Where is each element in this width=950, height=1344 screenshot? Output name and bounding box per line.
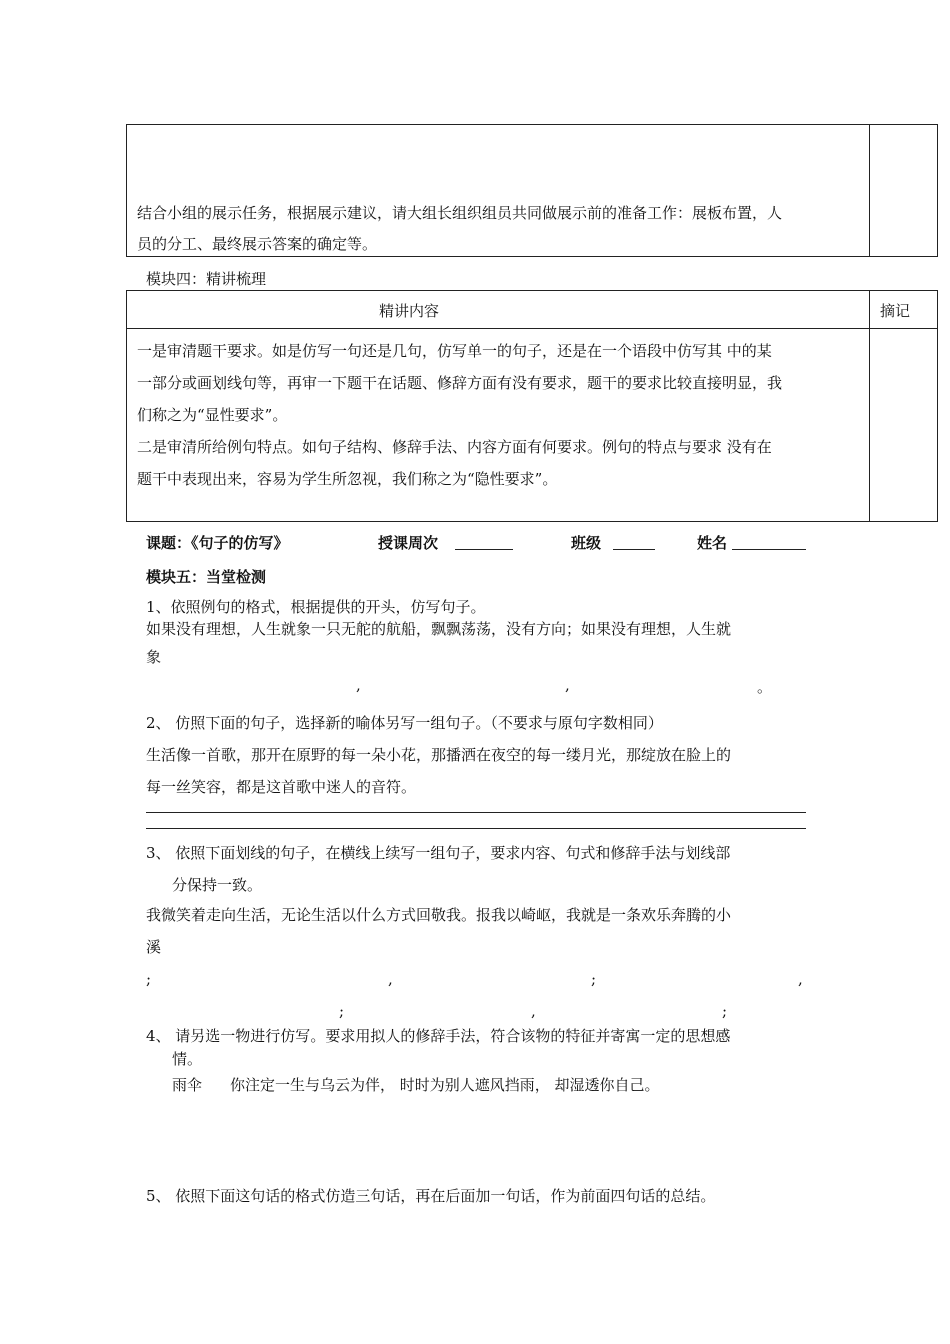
module4-header-notes: 摘记 [880,302,911,320]
q2-prompt: 2、 仿照下面的句子，选择新的喻体另写一组句子。（不要求与原句字数相同） [146,714,663,732]
name-label: 姓名 [697,534,728,552]
module4-column-divider [869,290,870,522]
q3-row2-punct-1: ; [339,1002,345,1020]
module4-line-2: 一部分或画划线句等，再审一下题干在话题、修辞方面有没有要求，题干的要求比较直接明显，我 [137,374,783,392]
module4-line-1: 一是审清题干要求。如是仿写一句还是几句，仿写单一的句子，还是在一个语段中仿写其 中的某 [137,342,772,360]
q4-prompt-line-1: 4、 请另选一物进行仿写。要求用拟人的修辞手法，符合该物的特征并寄寓一定的思想感 [146,1027,731,1045]
q1-text-line-2: 象 [146,648,162,666]
name-blank[interactable] [732,549,806,550]
module4-line-5: 题干中表现出来，容易为学生所忽视，我们称之为“隐性要求”。 [137,470,558,488]
q2-answer-line-1[interactable] [146,812,806,813]
q1-text-line-1: 如果没有理想，人生就象一只无舵的航船，飘飘荡荡，没有方向；如果没有理想，人生就 [146,620,732,638]
module4-line-3: 们称之为“显性要求”。 [137,406,288,424]
module4-title: 模块四：精讲梳理 [146,270,267,288]
q3-row1-punct-4: , [798,970,803,988]
top-table-divider [869,124,870,257]
q1-punct-2: , [565,676,570,694]
module4-header-divider [126,328,938,329]
q3-row1-punct-3: ; [591,970,597,988]
week-blank[interactable] [455,549,513,550]
q3-row1-punct-1: ; [146,970,152,988]
q2-text-line-2: 每一丝笑容，都是这首歌中迷人的音符。 [146,778,417,796]
top-table-line-1: 结合小组的展示任务，根据展示建议，请大组长组织组员共同做展示前的准备工作：展板布置，人 [137,204,783,222]
q3-row2-punct-2: , [531,1002,536,1020]
q4-prompt-line-2: 情。 [172,1050,203,1068]
q4-example-text: 你注定一生与乌云为伴， 时时为别人遮风挡雨， 却湿透你自己。 [230,1076,660,1094]
q4-example-word: 雨伞 [172,1076,203,1094]
q3-prompt-line-1: 3、 依照下面划线的句子，在横线上续写一组句子，要求内容、句式和修辞手法与划线部 [146,844,731,862]
top-table-line-2: 员的分工、最终展示答案的确定等。 [137,235,378,253]
class-blank[interactable] [613,549,655,550]
week-label: 授课周次 [378,534,439,552]
q2-answer-line-2[interactable] [146,828,806,829]
q3-row2-punct-3: ; [722,1002,728,1020]
module4-line-4: 二是审清所给例句特点。如句子结构、修辞手法、内容方面有何要求。例句的特点与要求 没有在 [137,438,772,456]
q3-prompt-line-2: 分保持一致。 [172,876,263,894]
q1-punct-3: 。 [757,678,773,696]
module4-header-content: 精讲内容 [379,302,440,320]
q3-text-line-2: 溪 [146,938,162,956]
q1-prompt: 1、依照例句的格式，根据提供的开头，仿写句子。 [146,598,486,616]
module5-title: 模块五：当堂检测 [146,568,267,586]
q3-row1-punct-2: , [388,970,393,988]
q1-punct-1: , [356,676,361,694]
class-label: 班级 [571,534,602,552]
q3-text-line-1: 我微笑着走向生活，无论生活以什么方式回敬我。报我以崎岖，我就是一条欢乐奔腾的小 [146,906,732,924]
lesson-topic: 课题：《句子的仿写》 [146,534,289,552]
q2-text-line-1: 生活像一首歌，那开在原野的每一朵小花，那播洒在夜空的每一缕月光，那绽放在脸上的 [146,746,732,764]
q5-prompt: 5、 依照下面这句话的格式仿造三句话，再在后面加一句话，作为前面四句话的总结。 [146,1187,716,1205]
